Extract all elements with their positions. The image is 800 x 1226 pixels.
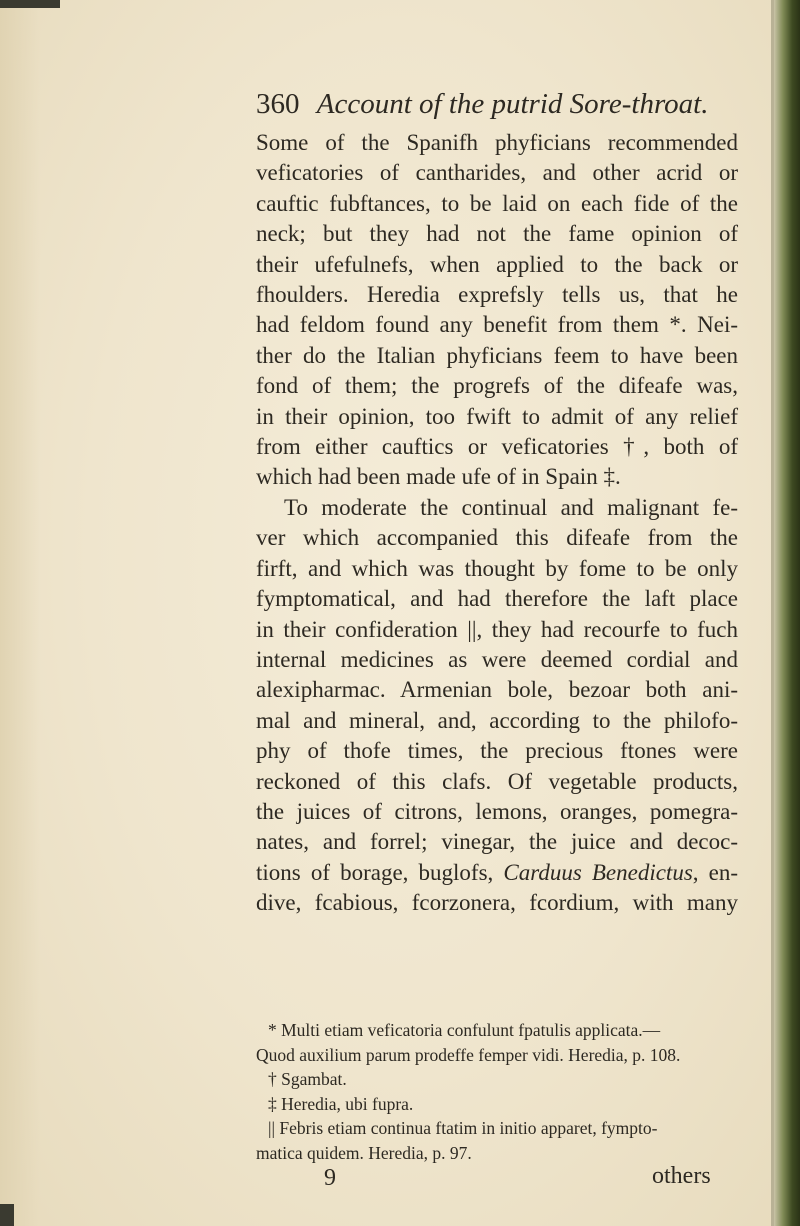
footnotes bbox=[256, 1018, 738, 1166]
footnote: * Multi etiam veficatoria confulunt fpatulis applicata.— bbox=[268, 1020, 661, 1040]
body-line: dive, fcabious, fcorzonera, fcordium, with many bbox=[256, 890, 738, 916]
body-line: which had been made ufe of in Spain ‡. bbox=[256, 464, 621, 490]
body-line: reckoned of this clafs. Of vegetable products, bbox=[256, 768, 738, 794]
body-line: the juices of citrons, lemons, oranges, pomegra- bbox=[256, 798, 738, 824]
running-header bbox=[256, 88, 708, 121]
body-line: fhoulders. Heredia exprefsly tells us, that he bbox=[256, 282, 738, 308]
page-left-shadow bbox=[0, 0, 40, 1226]
signature-mark: 9 bbox=[324, 1165, 336, 1191]
corner-mark bbox=[0, 0, 60, 8]
body-line: phy of thofe times, the precious ftones were bbox=[256, 738, 738, 764]
body-line: alexipharmac. Armenian bole, bezoar both ani- bbox=[256, 677, 738, 703]
body-line: their ufefulnefs, when applied to the back or bbox=[256, 251, 738, 277]
body-line: from either cauftics or veficatories †, both of bbox=[256, 434, 738, 460]
body-line: fond of them; the progrefs of the difeafe was, bbox=[256, 373, 738, 399]
body-line: internal medicines as were deemed cordial and bbox=[256, 646, 738, 672]
italic-term: Carduus Benedictus bbox=[503, 859, 693, 885]
footnote: ‡ Heredia, ubi fupra. bbox=[268, 1093, 414, 1114]
body-line: veficatories of cantharides, and other acrid or bbox=[256, 160, 738, 186]
body-line: tions of borage, buglofs, Carduus Benedictus, en- bbox=[256, 859, 739, 885]
footnote: matica quidem. Heredia, p. 97. bbox=[256, 1142, 472, 1163]
body-line: cauftic fubftances, to be laid on each fide of the bbox=[256, 190, 738, 216]
footnote: || Febris etiam continua ftatim in initio apparet, fympto- bbox=[268, 1118, 658, 1139]
body-line: in their opinion, too fwift to admit of any relief bbox=[256, 403, 738, 429]
book-binding bbox=[774, 0, 800, 1226]
body-line: mal and mineral, and, according to the philofo- bbox=[256, 707, 738, 733]
body-line: To moderate the continual and malignant fe- bbox=[284, 494, 738, 520]
body-line: ver which accompanied this difeafe from the bbox=[256, 525, 738, 551]
footnote: Quod auxilium parum prodeffe femper vidi. Heredia, p. 108. bbox=[256, 1044, 681, 1065]
running-title: Account of the putrid Sore-throat. bbox=[316, 88, 709, 120]
body-line: had feldom found any benefit from them *. Nei- bbox=[256, 312, 738, 338]
body-text bbox=[256, 128, 738, 919]
body-line: fymptomatical, and had therefore the laft place bbox=[256, 586, 738, 612]
body-line: neck; but they had not the fame opinion of bbox=[256, 221, 738, 247]
body-line: ther do the Italian phyficians feem to have been bbox=[256, 342, 738, 368]
body-line: firft, and which was thought by fome to be only bbox=[256, 555, 738, 581]
page-number: 360 bbox=[256, 88, 300, 120]
body-line: nates, and forrel; vinegar, the juice and decoc- bbox=[256, 829, 738, 855]
body-line: in their confideration ||, they had recourfe to fuch bbox=[256, 616, 738, 642]
catchword: others bbox=[652, 1163, 711, 1189]
body-line: Some of the Spanifh phyficians recommended bbox=[256, 130, 738, 155]
footnote: † Sgambat. bbox=[268, 1069, 347, 1090]
bottom-corner-mark bbox=[0, 1204, 14, 1226]
